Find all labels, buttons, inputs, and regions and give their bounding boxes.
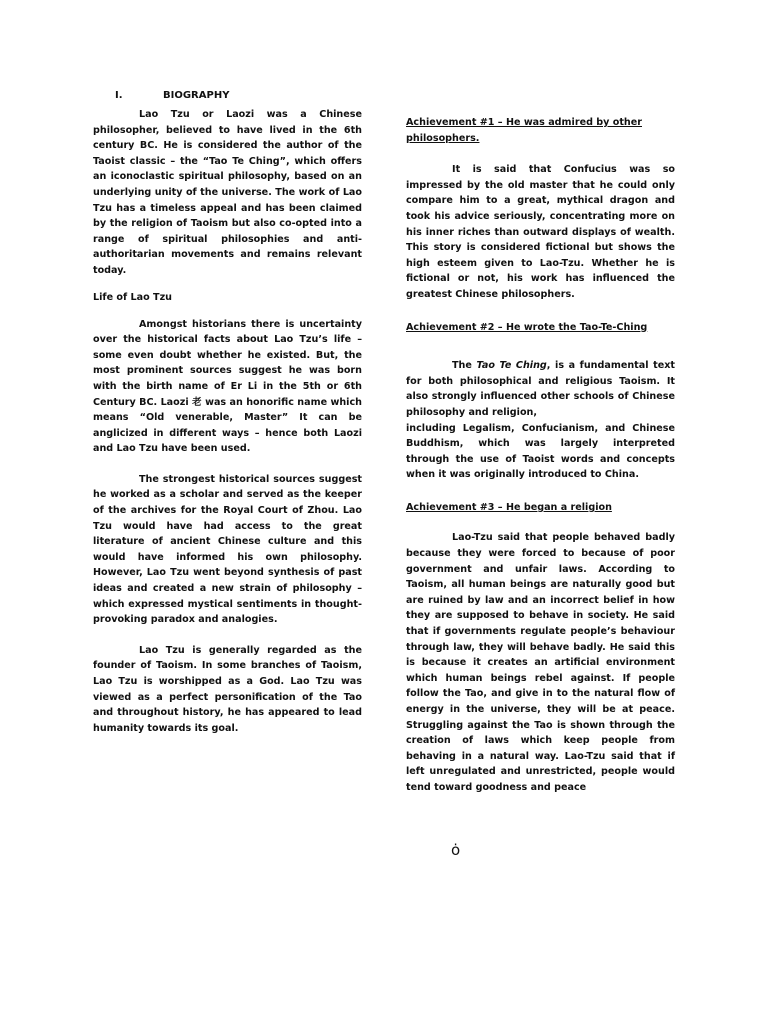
footer-glyph: ȯ [451,841,461,859]
life-paragraph-1: Amongst historians there is uncertainty over the historical facts about Lao Tzu’s life – some even doubt whether he existed. But, the most prominent sources suggest he was born with the birth name of Er Li in the 5th or 6th Century BC. Laozi 老 was an honorific name which means “Old venerable, Master” It can be anglicized in different ways – hence both Laozi and Lao Tzu have been used. [93,318,362,455]
right-column [406,115,675,796]
left-column [93,90,362,736]
life-paragraph-2: The strongest historical sources suggest he worked as a scholar and served as the keeper of the archives for the Royal Court of Zhou. Lao Tzu would have had access to the great literature of ancient Chinese culture and this would have informed his own philosophy. However, Lao Tzu went beyond synthesis of past ideas and created a new strain of philosophy – which expressed mystical sentiments in thought-provoking paradox and analogies. [93,473,362,626]
section-number: I. [115,90,123,101]
tao-te-ching-title: Tao Te Ching [476,360,547,372]
section-heading [115,90,362,101]
achievement-1-title: Achievement #1 – He was admired by other philosophers. [406,117,642,144]
achievement-1-text: It is said that Confucius was so impressed by the old master that he could only compare him to a great, mythical dragon and took his advice seriously, concentrating more on his inner riches than outward displays of wealth. This story is considered fictional but shows the high esteem given to Lao-Tzu. Whether he is fictional or not, his work has influenced the greatest Chinese philosophers. [406,164,675,300]
achievement-2-text: The Tao Te Ching, is a fundamental text for both philosophical and religious Taoism. It also strongly influenced other schools of Chinese philosophy and religion, [406,360,675,418]
achievement-2-text-cont: including Legalism, Confucianism, and Chinese Buddhism, which was largely interpreted through the use of Taoist words and concepts when it was originally introduced to China. [406,422,675,481]
intro-paragraph: Lao Tzu or Laozi was a Chinese philosopher, believed to have lived in the 6th century BC. He is considered the author of the Taoist classic – the “Tao Te Ching”, which offers an iconoclastic spiritual philosophy, based on an underlying unity of the universe. The work of Lao Tzu has a timeless appeal and has been claimed by the religion of Taoism but also co-opted into a range of spiritual philosophies and anti-authoritarian movements and remains relevant today. [93,109,362,276]
section-title: BIOGRAPHY [163,90,230,101]
achievement-2-title: Achievement #2 – He wrote the Tao-Te-Ching [406,321,648,333]
life-heading: Life of Lao Tzu [93,291,173,303]
life-paragraph-3: Lao Tzu is generally regarded as the founder of Taoism. In some branches of Taoism, Lao Tzu is worshipped as a God. Lao Tzu was viewed as a perfect personification of the Tao and throughout history, he has appeared to lead humanity towards its goal. [93,644,362,734]
achievement-3-text: Lao-Tzu said that people behaved badly because they were forced to because of poor government and unfair laws. According to Taoism, all human beings are naturally good but are ruined by law and an incorrect belief in how they are supposed to behave in society. He said that if governments regulate people’s behaviour through law, they will behave badly. He said this is because it creates an artificial environment which human beings rebel against. If people follow the Tao, and give in to the natural flow of energy in the universe, they will be at peace. Struggling against the Tao is shown through the creation of laws which keep people from behaving in a natural way. Lao-Tzu said that if left unregulated and unrestricted, people would tend toward goodness and peace [406,532,675,793]
achievement-3-title: Achievement #3 – He began a religion [406,501,612,513]
